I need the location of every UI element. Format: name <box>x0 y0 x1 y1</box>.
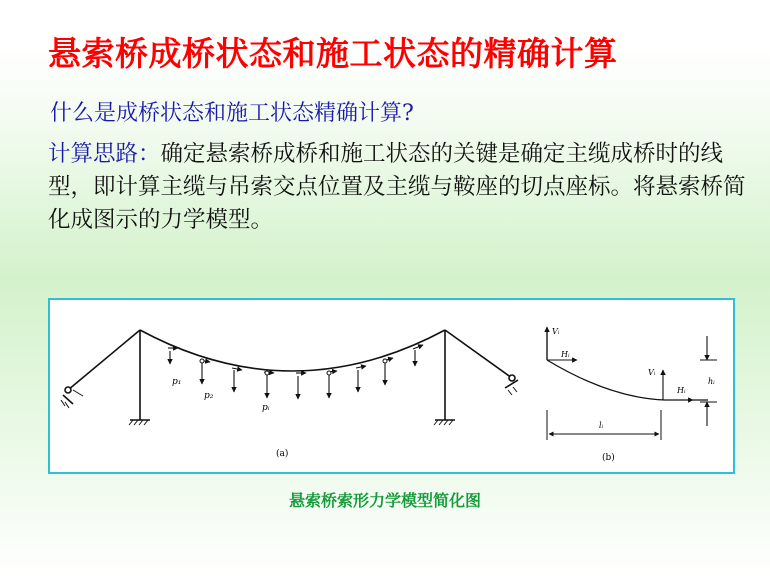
mechanics-model-figure <box>48 298 735 474</box>
right-backstay <box>445 330 512 378</box>
question-heading: 什么是成桥状态和施工状态精确计算? <box>50 101 414 126</box>
b-cable-segment <box>547 360 665 400</box>
b-label-length: lᵢ <box>599 421 604 430</box>
right-anchor-hinge <box>509 375 515 381</box>
b-label-h-left: Hᵢ <box>561 350 570 359</box>
diagram-a-label: (a) <box>276 449 289 459</box>
method-paragraph <box>48 138 748 237</box>
left-backstay <box>68 330 140 390</box>
load-label-pi: pᵢ <box>262 403 270 413</box>
slide-title: 悬索桥成桥状态和施工状态的精确计算 <box>48 34 618 73</box>
b-label-v-left: Vᵢ <box>552 327 560 336</box>
paragraph-label: 计算思路： <box>48 141 161 167</box>
left-anchor-support <box>63 395 73 404</box>
load-label-p1: p₁ <box>172 377 182 387</box>
main-cable <box>140 330 445 371</box>
b-label-h-right: Hᵢ <box>677 386 686 395</box>
diagram-b <box>547 327 717 440</box>
paragraph-body: 确定悬索桥成桥和施工状态的关键是确定主缆成桥时的线型，即计算主缆与吊索交点位置及主缆与鞍座的切点座标。将悬索桥简化成图示的力学模型。 <box>48 141 746 233</box>
b-label-v-right: Vᵢ <box>648 368 656 377</box>
figure-caption: 悬索桥索形力学模型简化图 <box>288 491 481 510</box>
diagram-b-label: (b) <box>602 453 615 463</box>
diagram-a <box>61 330 518 425</box>
left-anchor-hinge <box>65 387 71 393</box>
b-label-height: hᵢ <box>708 377 715 386</box>
load-label-p2: p₂ <box>204 391 214 401</box>
figure-canvas <box>50 300 733 472</box>
